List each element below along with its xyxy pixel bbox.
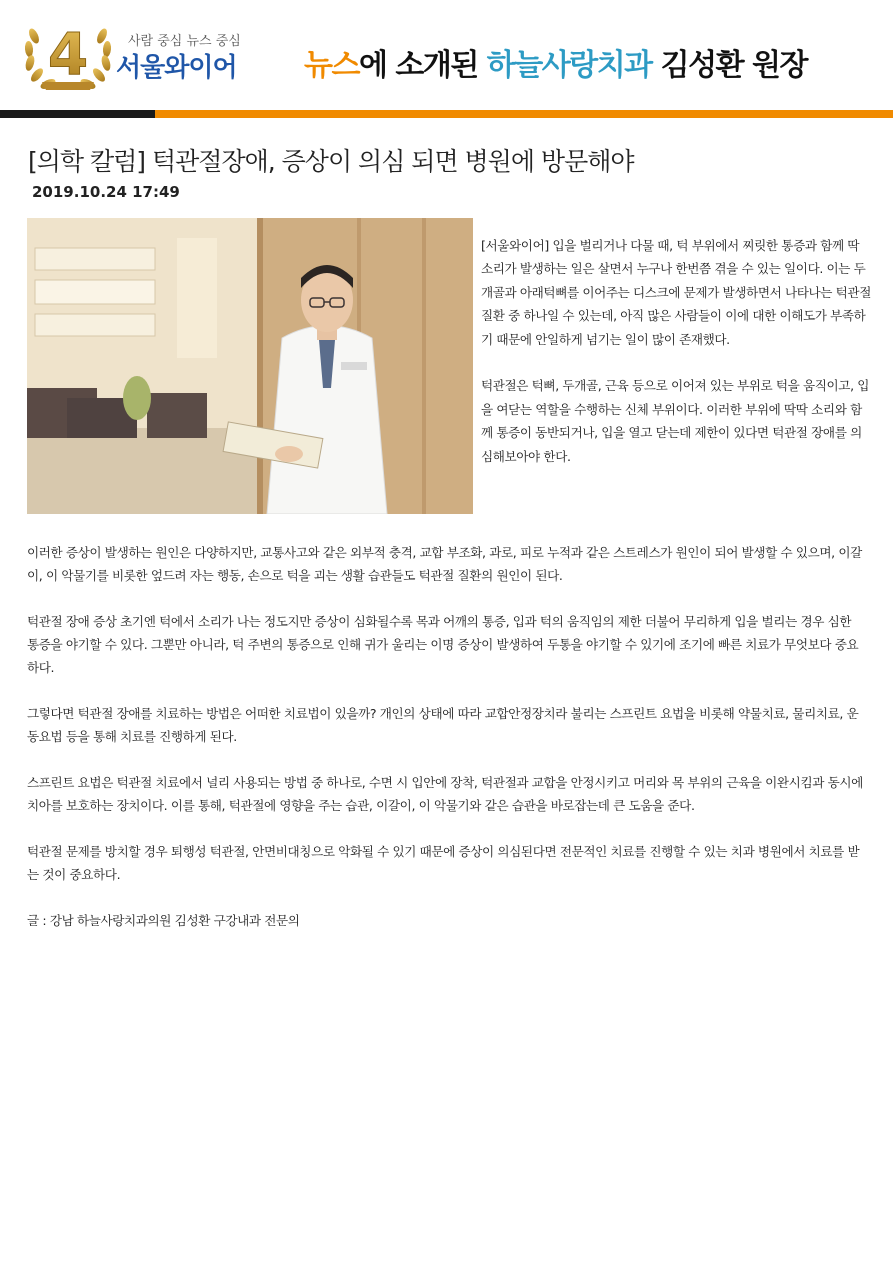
header-banner	[304, 40, 807, 84]
banner-part-doctor: 김성환 원장	[651, 48, 807, 83]
author-credit: 글 : 강남 하늘사랑치과의원 김성환 구강내과 전문의	[27, 913, 300, 928]
svg-text:4: 4	[47, 20, 89, 88]
header-rule-dark	[0, 110, 155, 118]
doctor-photo	[27, 218, 473, 514]
intro-paragraph: 턱관절은 턱뼈, 두개골, 근육 등으로 이어져 있는 부위로 턱을 움직이고, 입을 여닫는 역할을 수행하는 신체 부위이다. 이러한 부위에 딱딱 소리와 함께 통증이 동반되거나, 입을 열고 닫는데 제한이 있다면 턱관절 장애를 의심해보아야 한다.	[481, 378, 870, 464]
article-body	[27, 541, 865, 932]
body-paragraph: 턱관절 장애 증상 초기엔 턱에서 소리가 나는 정도지만 증상이 심화될수록 목과 어깨의 통증, 입과 턱의 움직임의 제한 더불어 무리하게 입을 벌리는 경우 심한 통증을 야기할 수 있다. 그뿐만 아니라, 턱 주변의 통증으로 인해 귀가 울리는 이명 증상이 발생하여 두통을 야기할 수 있기에 조기에 빠른 치료가 무엇보다 중요하다.	[27, 614, 859, 675]
body-paragraph: 턱관절 문제를 방치할 경우 퇴행성 턱관절, 안면비대칭으로 악화될 수 있기 때문에 증상이 의심된다면 전문적인 치료를 진행할 수 있는 치과 병원에서 치료를 받는 것이 중요하다.	[27, 844, 860, 882]
logo-wordmark: 서울와이어	[116, 53, 237, 83]
body-paragraph: 그렇다면 턱관절 장애를 치료하는 방법은 어떠한 치료법이 있을까? 개인의 상태에 따라 교합안정장치라 불리는 스프린트 요법을 비롯해 약물치료, 물리치료, 운동요법 등을 통해 치료를 진행하게 된다.	[27, 706, 859, 744]
body-paragraph: 스프린트 요법은 턱관절 치료에서 널리 사용되는 방법 중 하나로, 수면 시 입안에 장착, 턱관절과 교합을 안정시키고 머리와 목 부위의 근육을 이완시킴과 동시에 치아를 보호하는 장치이다. 이를 통해, 턱관절에 영향을 주는 습관, 이갈이, 이 악물기와 같은 습관을 바로잡는데 큰 도움을 준다.	[27, 775, 863, 813]
laurel-icon	[20, 14, 116, 98]
article-title: [의학 칼럼] 턱관절장애, 증상이 의심 되면 병원에 방문해야	[28, 147, 634, 176]
page-header	[0, 0, 893, 118]
doctor-portrait-image	[27, 218, 473, 514]
logo-tagline: 사람 중심 뉴스 중심	[128, 34, 241, 49]
banner-part-intro: 에 소개된	[358, 48, 487, 83]
article-intro-column	[481, 234, 873, 468]
anniversary-laurel-emblem	[20, 14, 116, 98]
article-date: 2019.10.24 17:49	[32, 183, 180, 201]
banner-part-clinic: 하늘사랑치과	[486, 48, 652, 83]
body-paragraph: 이러한 증상이 발생하는 원인은 다양하지만, 교통사고와 같은 외부적 충격, 교합 부조화, 과로, 피로 누적과 같은 스트레스가 원인이 되어 발생할 수 있으며, 이갈이, 이 악물기를 비롯한 엎드려 자는 행동, 손으로 턱을 괴는 생활 습관들도 턱관절 질환의 원인이 된다.	[27, 545, 862, 583]
banner-part-news: 뉴스	[304, 48, 359, 83]
intro-paragraph: [서울와이어] 입을 벌리거나 다물 때, 턱 부위에서 찌릿한 통증과 함께 딱 소리가 발생하는 일은 살면서 누구나 한번쯤 겪을 수 있는 일이다. 이는 두개골과 아래턱뼈를 이어주는 디스크에 문제가 발생하면서 나타나는 턱관절 질환 중 하나일 수 있는데, 아직 많은 사람들이 이에 대한 이해도가 부족하기 때문에 안일하게 넘기는 일이 많이 존재했다.	[481, 238, 871, 347]
header-rule-orange	[155, 110, 893, 118]
